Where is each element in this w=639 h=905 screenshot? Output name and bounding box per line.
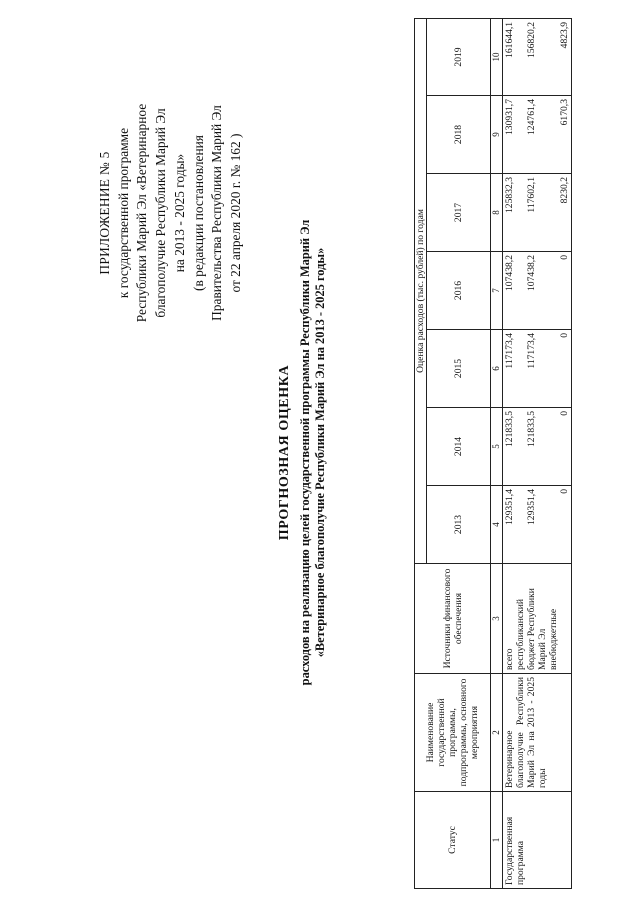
- year-values-cell: [503, 174, 572, 252]
- value-extrabudgetary: 6170,3: [559, 99, 570, 126]
- value-total: 107438,2: [504, 255, 515, 291]
- column-number: 4: [491, 486, 503, 564]
- document-subtitle: «Ветеринарное благополучие Республики Марий Эл на 2013 - 2025 годы»: [313, 247, 327, 658]
- column-number: 1: [491, 792, 503, 889]
- header-estimate: Оценка расходов (тыс. рублей) по годам: [415, 18, 427, 563]
- appendix-line: ПРИЛОЖЕНИЕ № 5: [97, 151, 112, 275]
- value-total: 129351,4: [504, 489, 515, 525]
- header-year: 2016: [427, 252, 491, 330]
- column-number-row: [491, 18, 503, 888]
- value-republican: 117173,4: [526, 333, 537, 369]
- expense-table-wrap: [414, 19, 572, 889]
- header-year: 2014: [427, 408, 491, 486]
- column-number: 6: [491, 330, 503, 408]
- value-republican: 156820,2: [526, 21, 537, 58]
- header-row: [415, 18, 427, 888]
- appendix-line: (в редакции постановления: [190, 135, 206, 291]
- value-extrabudgetary: 0: [559, 411, 570, 416]
- year-values-cell: [503, 330, 572, 408]
- column-number: 3: [491, 564, 503, 674]
- column-number: 9: [491, 96, 503, 174]
- year-values-cell: [503, 96, 572, 174]
- table-row: [503, 18, 572, 888]
- value-total: 125832,3: [504, 177, 515, 213]
- value-total: 130931,7: [504, 99, 515, 135]
- value-extrabudgetary: 8230,2: [559, 177, 570, 204]
- value-extrabudgetary: 0: [559, 489, 570, 494]
- column-number: 5: [491, 408, 503, 486]
- source-label: внебюджетные: [548, 608, 559, 670]
- value-extrabudgetary: 0: [559, 333, 570, 338]
- appendix-line: Правительства Республики Марий Эл: [209, 105, 225, 321]
- value-republican: 121833,5: [526, 411, 537, 447]
- value-total: 121833,5: [504, 411, 515, 447]
- header-name: Наименование государственной программы, подпрограммы, основного мероприятия: [415, 674, 491, 792]
- source-label: всего: [504, 648, 515, 670]
- document-subtitle: расходов на реализацию целей государственной программы Республики Марий Эл: [298, 219, 312, 686]
- appendix-line: к государственной программе: [115, 127, 131, 299]
- value-republican: 107438,2: [526, 255, 537, 291]
- header-year: 2017: [427, 174, 491, 252]
- row-sources: [503, 564, 572, 674]
- column-number: 8: [491, 174, 503, 252]
- value-extrabudgetary: 0: [559, 255, 570, 260]
- appendix-line: Республики Марий Эл «Ветеринарное: [134, 103, 150, 323]
- header-status: Статус: [415, 792, 491, 889]
- title-block: [276, 40, 328, 865]
- value-extrabudgetary: 4823,9: [559, 21, 570, 49]
- column-number: 2: [491, 674, 503, 792]
- year-values-cell: [503, 486, 572, 564]
- appendix-line: от 22 апреля 2020 г. № 162 ): [227, 133, 243, 293]
- value-republican: 129351,4: [526, 489, 537, 525]
- header-source: Источники финансового обеспечения: [415, 564, 491, 674]
- value-republican: 117602,1: [526, 177, 537, 213]
- expense-table: [414, 18, 572, 889]
- value-total: 161644,1: [504, 21, 515, 58]
- year-values-cell: [503, 18, 572, 95]
- value-total: 117173,4: [504, 333, 515, 369]
- year-values-cell: [503, 408, 572, 486]
- column-number: 7: [491, 252, 503, 330]
- appendix-line: на 2013 - 2025 годы»: [171, 153, 187, 273]
- header-year: 2018: [427, 96, 491, 174]
- appendix-line: благополучие Республики Марий Эл: [153, 108, 169, 318]
- header-year: 2013: [427, 486, 491, 564]
- row-name: Ветеринарное благополучие Республики Марий Эл на 2013 - 2025 годы: [503, 674, 572, 792]
- row-status: Государственная программа: [503, 792, 572, 889]
- column-number: 10: [491, 18, 503, 95]
- header-year: 2015: [427, 330, 491, 408]
- year-values-cell: [503, 252, 572, 330]
- appendix-block: [96, 93, 246, 333]
- value-republican: 124761,4: [526, 99, 537, 135]
- header-year: 2019: [427, 18, 491, 95]
- source-label: республиканский бюджет Республики Марий Эл: [515, 588, 548, 670]
- document-title: ПРОГНОЗНАЯ ОЦЕНКА: [277, 364, 292, 541]
